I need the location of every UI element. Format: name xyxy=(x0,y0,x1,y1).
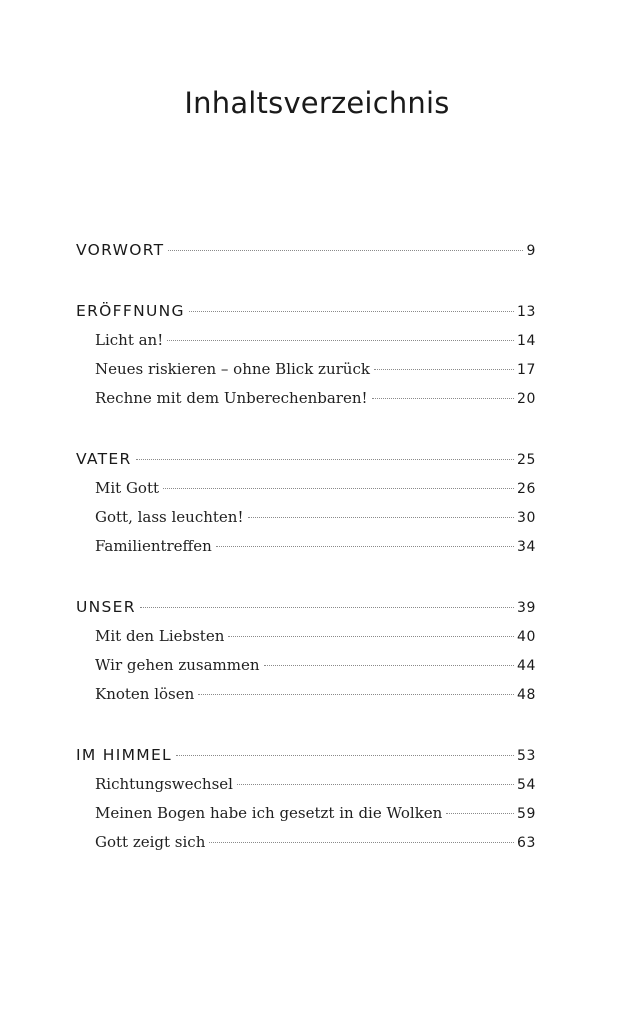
page-title: Inhaltsverzeichnis xyxy=(184,86,450,120)
toc-entry-row xyxy=(76,474,536,503)
toc-page-number: 53 xyxy=(516,748,536,764)
dot-leader xyxy=(216,546,514,547)
dot-leader xyxy=(372,398,514,399)
dot-leader xyxy=(209,842,514,843)
toc-entry-label: Knoten lösen xyxy=(95,685,195,703)
toc-heading-row xyxy=(76,593,536,622)
toc-heading-label: IM HIMMEL xyxy=(76,746,172,764)
toc-entry-row xyxy=(76,326,536,355)
toc-page-number: 30 xyxy=(516,510,536,526)
toc-heading-label: VATER xyxy=(76,450,132,468)
toc-entry-label: Mit Gott xyxy=(95,479,160,497)
dot-leader xyxy=(248,517,514,518)
toc-page-number: 9 xyxy=(526,243,536,259)
toc-page-number: 63 xyxy=(516,835,536,851)
toc-section-eroeffnung xyxy=(76,297,536,413)
toc-entry-label: Richtungswechsel xyxy=(95,775,233,793)
toc-heading-row xyxy=(76,445,536,474)
dot-leader xyxy=(176,755,514,756)
toc-page-number: 59 xyxy=(516,806,536,822)
dot-leader xyxy=(136,459,514,460)
dot-leader xyxy=(374,369,514,370)
toc-heading-label: VORWORT xyxy=(76,241,165,259)
toc-entry-label: Meinen Bogen habe ich gesetzt in die Wolken xyxy=(95,804,443,822)
toc-page-number: 25 xyxy=(516,452,536,468)
toc-entry-row xyxy=(76,622,536,651)
table-of-contents xyxy=(76,236,536,857)
toc-section-im-himmel xyxy=(76,741,536,857)
dot-leader xyxy=(189,311,514,312)
toc-heading-row xyxy=(76,297,536,326)
toc-entry-row xyxy=(76,355,536,384)
toc-section-vater xyxy=(76,445,536,561)
toc-entry-label: Neues riskieren – ohne Blick zurück xyxy=(95,360,370,378)
toc-page-number: 14 xyxy=(516,333,536,349)
toc-entry-label: Rechne mit dem Unberechenbaren! xyxy=(95,389,368,407)
toc-entry-label: Licht an! xyxy=(95,331,164,349)
toc-entry-row xyxy=(76,503,536,532)
toc-entry-label: Wir gehen zusammen xyxy=(95,656,260,674)
toc-page-number: 48 xyxy=(516,687,536,703)
dot-leader xyxy=(228,636,514,637)
toc-section-unser xyxy=(76,593,536,709)
toc-page-number: 26 xyxy=(516,481,536,497)
toc-entry-row xyxy=(76,651,536,680)
dot-leader xyxy=(446,813,514,814)
toc-heading-row xyxy=(76,741,536,770)
toc-page-number: 20 xyxy=(516,391,536,407)
toc-heading-label: ERÖFFNUNG xyxy=(76,302,185,320)
toc-page-number: 39 xyxy=(516,600,536,616)
dot-leader xyxy=(264,665,514,666)
toc-entry-row xyxy=(76,384,536,413)
toc-page-number: 40 xyxy=(516,629,536,645)
toc-page-number: 13 xyxy=(516,304,536,320)
toc-entry-row xyxy=(76,828,536,857)
toc-heading-label: UNSER xyxy=(76,598,136,616)
dot-leader xyxy=(167,340,514,341)
toc-entry-label: Gott, lass leuchten! xyxy=(95,508,244,526)
toc-entry-label: Gott zeigt sich xyxy=(95,833,206,851)
toc-entry-label: Familientreffen xyxy=(95,537,212,555)
dot-leader xyxy=(163,488,514,489)
dot-leader xyxy=(140,607,514,608)
toc-entry-row xyxy=(76,680,536,709)
dot-leader xyxy=(237,784,514,785)
toc-entry-row xyxy=(76,799,536,828)
dot-leader xyxy=(168,250,523,251)
toc-entry-row xyxy=(76,532,536,561)
toc-heading-row xyxy=(76,236,536,265)
toc-entry-label: Mit den Liebsten xyxy=(95,627,225,645)
dot-leader xyxy=(198,694,514,695)
toc-page-number: 44 xyxy=(516,658,536,674)
toc-entry-row xyxy=(76,770,536,799)
toc-page-number: 54 xyxy=(516,777,536,793)
toc-page-number: 17 xyxy=(516,362,536,378)
toc-page-number: 34 xyxy=(516,539,536,555)
toc-section-vorwort xyxy=(76,236,536,265)
